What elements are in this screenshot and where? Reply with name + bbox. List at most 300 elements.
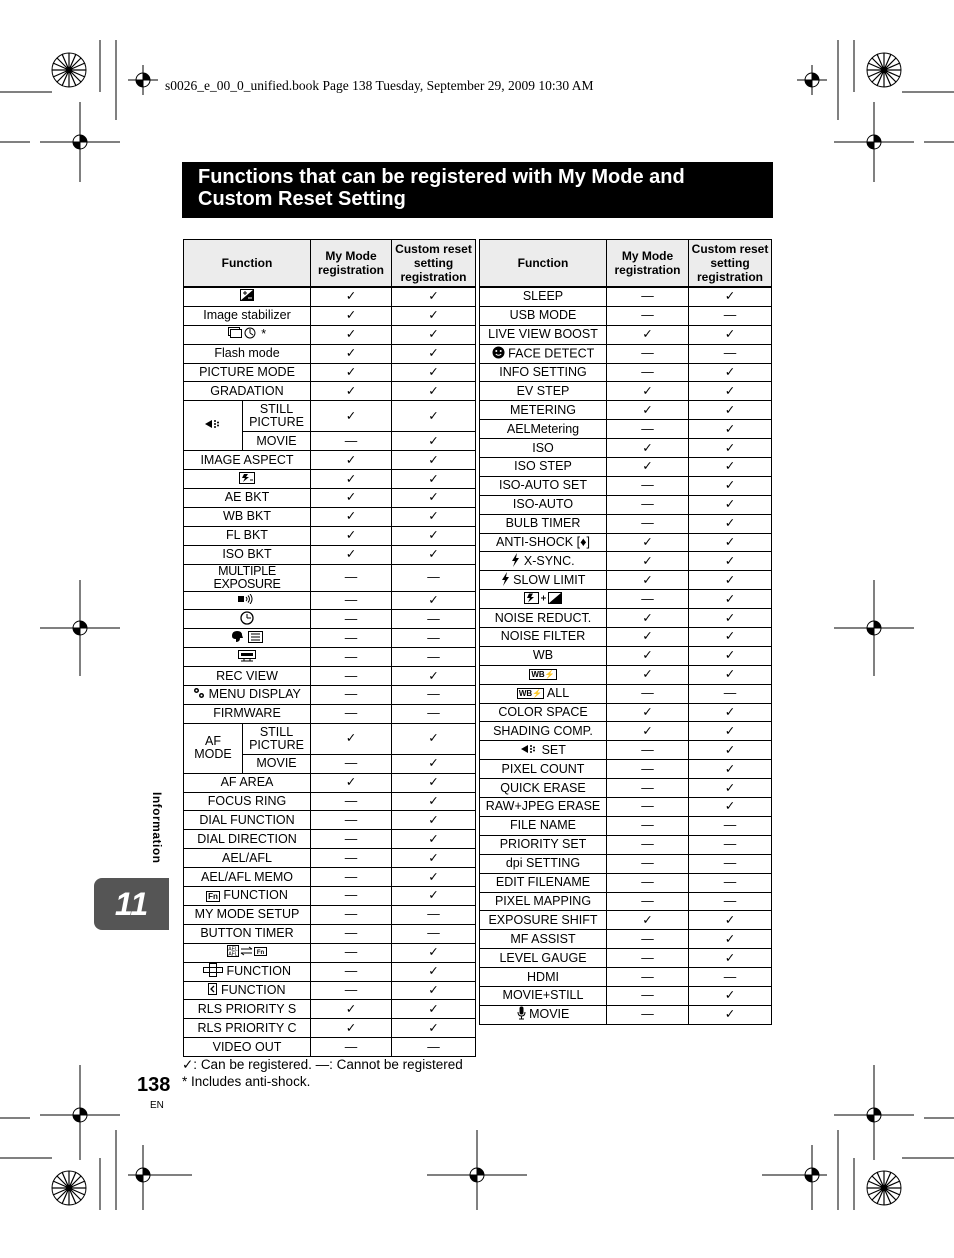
table-row bbox=[184, 962, 476, 981]
custom-reset-mark: — bbox=[689, 968, 772, 987]
function-cell bbox=[184, 610, 311, 629]
custom-reset-mark: — bbox=[392, 564, 476, 591]
custom-reset-mark: ✓ bbox=[689, 949, 772, 968]
function-cell bbox=[480, 495, 607, 514]
function-cell bbox=[184, 363, 311, 382]
function-cell bbox=[184, 1000, 311, 1019]
function-label: INFO SETTING bbox=[499, 365, 587, 379]
function-cell bbox=[184, 306, 311, 325]
table-row bbox=[480, 703, 772, 722]
my-mode-mark: — bbox=[607, 363, 689, 382]
my-mode-mark: ✓ bbox=[607, 552, 689, 571]
table-row bbox=[184, 830, 476, 849]
table-row bbox=[480, 420, 772, 439]
table-row bbox=[480, 590, 772, 609]
custom-reset-mark: ✓ bbox=[392, 325, 476, 344]
table-row bbox=[184, 773, 476, 792]
table-row bbox=[480, 401, 772, 420]
table-row bbox=[184, 325, 476, 344]
table-row bbox=[184, 792, 476, 811]
my-mode-mark: ✓ bbox=[607, 703, 689, 722]
function-label: DIAL DIRECTION bbox=[197, 831, 297, 846]
function-label: FACE DETECT bbox=[504, 345, 595, 360]
function-cell bbox=[184, 591, 311, 610]
table-row bbox=[480, 533, 772, 552]
side-section-label bbox=[150, 792, 174, 872]
my-mode-mark: ✓ bbox=[311, 526, 392, 545]
table-row bbox=[184, 1000, 476, 1019]
legend-marks: ✓: Can be registered. —: Cannot be registered bbox=[182, 1057, 463, 1072]
sub-function-label: STILL PICTURE bbox=[243, 401, 311, 432]
custom-reset-mark: ✓ bbox=[392, 868, 476, 887]
function-label: BULB TIMER bbox=[505, 516, 581, 531]
clock-icon bbox=[239, 611, 255, 628]
table-row bbox=[480, 628, 772, 647]
my-mode-mark: ✓ bbox=[607, 382, 689, 401]
custom-reset-mark: — bbox=[689, 835, 772, 854]
function-label: WB bbox=[532, 648, 554, 663]
col-header-custom-reset: Custom reset setting registration bbox=[392, 240, 476, 288]
my-mode-mark: — bbox=[607, 306, 689, 325]
wb-flash-icon: WB⚡ bbox=[531, 670, 555, 680]
custom-reset-mark: — bbox=[689, 892, 772, 911]
function-cell bbox=[480, 779, 607, 798]
custom-reset-mark: — bbox=[392, 1038, 476, 1057]
table-row bbox=[184, 629, 476, 648]
function-cell bbox=[184, 451, 311, 470]
function-label: QUICK ERASE bbox=[500, 780, 586, 795]
custom-reset-mark: ✓ bbox=[392, 401, 476, 432]
function-cell bbox=[480, 741, 607, 760]
table-row bbox=[480, 892, 772, 911]
my-mode-mark: ✓ bbox=[607, 628, 689, 647]
custom-reset-mark: ✓ bbox=[689, 590, 772, 609]
custom-reset-mark: ✓ bbox=[392, 432, 476, 451]
my-mode-mark: — bbox=[607, 798, 689, 817]
table-row bbox=[184, 564, 476, 591]
function-label: IMAGE ASPECT bbox=[200, 452, 294, 467]
custom-reset-mark: ✓ bbox=[689, 495, 772, 514]
my-mode-mark: ✓ bbox=[607, 325, 689, 344]
custom-reset-mark: — bbox=[689, 684, 772, 703]
my-mode-mark: — bbox=[607, 760, 689, 779]
function-cell bbox=[480, 439, 607, 458]
function-label: FUNCTION bbox=[222, 963, 292, 978]
table-row bbox=[184, 545, 476, 564]
table-row bbox=[184, 451, 476, 470]
my-mode-mark: — bbox=[311, 629, 392, 648]
function-label: FOCUS RING bbox=[207, 794, 287, 809]
svg-text:Fn: Fn bbox=[256, 950, 265, 957]
my-mode-mark: — bbox=[311, 981, 392, 1000]
function-cell bbox=[480, 760, 607, 779]
my-mode-mark: — bbox=[311, 905, 392, 924]
function-label: REC VIEW bbox=[216, 668, 278, 683]
table-row bbox=[184, 526, 476, 545]
table-row bbox=[480, 684, 772, 703]
my-mode-mark: ✓ bbox=[311, 451, 392, 470]
table-row bbox=[480, 646, 772, 665]
function-label: X-SYNC. bbox=[520, 553, 575, 568]
function-cell bbox=[480, 703, 607, 722]
custom-reset-mark: ✓ bbox=[392, 943, 476, 962]
my-mode-mark: ✓ bbox=[311, 489, 392, 508]
custom-reset-mark: ✓ bbox=[689, 401, 772, 420]
custom-reset-mark: — bbox=[392, 905, 476, 924]
custom-reset-mark: ✓ bbox=[689, 514, 772, 533]
table-row bbox=[184, 1038, 476, 1057]
my-mode-mark: — bbox=[607, 684, 689, 703]
function-label: ISO-AUTO bbox=[512, 497, 574, 512]
my-mode-mark: ✓ bbox=[311, 507, 392, 526]
function-cell bbox=[480, 986, 607, 1005]
custom-reset-mark: ✓ bbox=[689, 552, 772, 571]
custom-reset-mark: ✓ bbox=[689, 628, 772, 647]
table-row bbox=[184, 723, 476, 754]
function-label: AF AREA bbox=[220, 775, 274, 790]
table-row bbox=[184, 382, 476, 401]
custom-reset-mark: — bbox=[392, 629, 476, 648]
function-cell bbox=[480, 1005, 607, 1024]
ael-fn-swap-icon bbox=[227, 945, 267, 960]
function-label: MY MODE SETUP bbox=[194, 907, 300, 922]
sub-function-label: MOVIE bbox=[243, 432, 311, 451]
custom-reset-mark: — bbox=[689, 344, 772, 363]
my-mode-mark: ✓ bbox=[607, 665, 689, 684]
my-mode-mark: — bbox=[607, 949, 689, 968]
function-cell bbox=[184, 905, 311, 924]
side-section-text: Information bbox=[150, 792, 164, 864]
function-cell bbox=[184, 924, 311, 943]
my-mode-mark: — bbox=[607, 287, 689, 306]
function-cell bbox=[480, 609, 607, 628]
custom-reset-mark: — bbox=[689, 306, 772, 325]
function-label: EV STEP bbox=[516, 383, 570, 398]
col-header-my-mode: My Mode registration bbox=[607, 240, 689, 288]
function-cell bbox=[480, 835, 607, 854]
function-label: AEL/AFL MEMO bbox=[201, 869, 293, 884]
my-mode-mark: — bbox=[607, 514, 689, 533]
my-mode-mark: — bbox=[311, 962, 392, 981]
legend-footnote: * Includes anti-shock. bbox=[182, 1074, 311, 1089]
function-cell bbox=[184, 507, 311, 526]
function-cell bbox=[480, 325, 607, 344]
function-label: RAW+JPEG ERASE bbox=[485, 799, 601, 814]
table-row bbox=[480, 835, 772, 854]
function-cell bbox=[184, 470, 311, 489]
function-cell bbox=[480, 930, 607, 949]
function-cell bbox=[480, 798, 607, 817]
table-row bbox=[480, 344, 772, 363]
custom-reset-mark: ✓ bbox=[392, 489, 476, 508]
function-cell bbox=[480, 968, 607, 987]
group-cell-image-quality bbox=[184, 401, 243, 451]
table-row bbox=[480, 514, 772, 533]
svg-text:AEL: AEL bbox=[228, 946, 238, 953]
table-row bbox=[184, 363, 476, 382]
function-label: LEVEL GAUGE bbox=[499, 950, 587, 965]
function-cell bbox=[480, 646, 607, 665]
my-mode-mark: — bbox=[311, 830, 392, 849]
function-label: FILE NAME bbox=[510, 818, 576, 833]
fn-button-icon: Fn bbox=[208, 891, 218, 901]
function-label: ALL bbox=[544, 686, 570, 701]
section-title-bar bbox=[182, 162, 773, 218]
my-mode-mark: — bbox=[311, 591, 392, 610]
function-label: SHADING COMP. bbox=[493, 723, 593, 738]
custom-reset-mark: ✓ bbox=[392, 382, 476, 401]
function-label: MOVIE bbox=[525, 1007, 570, 1022]
beep-icon bbox=[238, 594, 256, 607]
my-mode-mark: — bbox=[311, 686, 392, 705]
custom-reset-mark: ✓ bbox=[689, 458, 772, 477]
function-cell bbox=[480, 854, 607, 873]
my-mode-mark: ✓ bbox=[607, 533, 689, 552]
function-label: SLOW LIMIT bbox=[509, 572, 586, 587]
col-header-my-mode: My Mode registration bbox=[311, 240, 392, 288]
function-cell bbox=[184, 526, 311, 545]
table-row bbox=[480, 571, 772, 590]
language-icon bbox=[231, 630, 263, 647]
function-label: GRADATION bbox=[210, 383, 284, 398]
my-mode-mark: — bbox=[607, 816, 689, 835]
table-row bbox=[184, 667, 476, 686]
monitor-brightness-icon bbox=[237, 649, 257, 666]
my-mode-mark: — bbox=[311, 432, 392, 451]
my-mode-mark: — bbox=[311, 924, 392, 943]
table-row bbox=[480, 816, 772, 835]
custom-reset-mark: ✓ bbox=[689, 287, 772, 306]
custom-reset-mark: ✓ bbox=[689, 760, 772, 779]
custom-reset-mark: ✓ bbox=[392, 754, 476, 773]
table-row bbox=[480, 986, 772, 1005]
function-label: ISO-AUTO SET bbox=[499, 478, 587, 493]
function-cell bbox=[184, 648, 311, 667]
table-row bbox=[184, 470, 476, 489]
group-label: AF MODE bbox=[194, 734, 232, 762]
my-mode-mark: ✓ bbox=[311, 325, 392, 344]
my-mode-mark: — bbox=[607, 741, 689, 760]
flash-compensation-icon bbox=[239, 472, 255, 487]
function-label: FUNCTION bbox=[219, 888, 288, 903]
function-label: AELMetering bbox=[506, 421, 580, 436]
function-label: EDIT FILENAME bbox=[495, 875, 591, 890]
function-cell bbox=[480, 949, 607, 968]
my-mode-mark: — bbox=[311, 1038, 392, 1057]
function-cell bbox=[184, 981, 311, 1000]
function-label: dpi SETTING bbox=[505, 856, 581, 871]
my-mode-mark: ✓ bbox=[607, 911, 689, 930]
custom-reset-mark: ✓ bbox=[689, 382, 772, 401]
custom-reset-mark: ✓ bbox=[689, 1005, 772, 1024]
function-label: FL BKT bbox=[226, 528, 268, 543]
function-cell bbox=[480, 514, 607, 533]
custom-reset-mark: ✓ bbox=[392, 723, 476, 754]
table-row bbox=[184, 849, 476, 868]
custom-reset-mark: ✓ bbox=[392, 287, 476, 306]
table-row bbox=[480, 930, 772, 949]
custom-reset-mark: ✓ bbox=[392, 830, 476, 849]
left-function-table bbox=[183, 239, 476, 1057]
function-cell bbox=[480, 401, 607, 420]
custom-reset-mark: ✓ bbox=[392, 667, 476, 686]
custom-reset-mark: ✓ bbox=[689, 722, 772, 741]
table-row bbox=[184, 686, 476, 705]
function-cell bbox=[184, 811, 311, 830]
custom-reset-mark: ✓ bbox=[689, 703, 772, 722]
right-function-table bbox=[479, 239, 772, 1025]
my-mode-mark: ✓ bbox=[311, 545, 392, 564]
my-mode-mark: — bbox=[311, 648, 392, 667]
custom-reset-mark: ✓ bbox=[689, 609, 772, 628]
table-row bbox=[184, 489, 476, 508]
table-row bbox=[184, 648, 476, 667]
my-mode-mark: — bbox=[311, 610, 392, 629]
custom-reset-mark: ✓ bbox=[689, 325, 772, 344]
my-mode-mark: — bbox=[607, 420, 689, 439]
function-label: HDMI bbox=[527, 969, 559, 984]
function-cell bbox=[480, 571, 607, 590]
my-mode-mark: — bbox=[311, 887, 392, 906]
function-label: NOISE FILTER bbox=[500, 629, 586, 644]
my-mode-mark: — bbox=[607, 892, 689, 911]
function-label: RLS PRIORITY S bbox=[197, 1001, 297, 1016]
my-mode-mark: ✓ bbox=[311, 1019, 392, 1038]
function-cell bbox=[480, 816, 607, 835]
custom-reset-mark: ✓ bbox=[392, 306, 476, 325]
table-row bbox=[184, 868, 476, 887]
arrow-pad-icon bbox=[203, 963, 223, 980]
function-label: SLEEP bbox=[522, 289, 564, 304]
my-mode-mark: ✓ bbox=[607, 646, 689, 665]
my-mode-mark: ✓ bbox=[311, 382, 392, 401]
table-row bbox=[480, 476, 772, 495]
custom-reset-mark: ✓ bbox=[392, 451, 476, 470]
function-label: MULTIPLE EXPOSURE bbox=[213, 564, 281, 591]
table-row bbox=[480, 949, 772, 968]
function-label: PRIORITY SET bbox=[499, 837, 587, 852]
my-mode-mark: — bbox=[311, 754, 392, 773]
group-cell-af-mode bbox=[184, 723, 243, 773]
function-label: COLOR SPACE bbox=[498, 705, 588, 720]
custom-reset-mark: — bbox=[392, 686, 476, 705]
table-row bbox=[480, 552, 772, 571]
my-mode-mark: ✓ bbox=[607, 571, 689, 590]
table-row bbox=[480, 873, 772, 892]
my-mode-mark: ✓ bbox=[607, 458, 689, 477]
col-header-custom-reset: Custom reset setting registration bbox=[689, 240, 772, 288]
table-row bbox=[184, 1019, 476, 1038]
custom-reset-mark: ✓ bbox=[689, 439, 772, 458]
my-mode-mark: ✓ bbox=[311, 773, 392, 792]
function-label: DIAL FUNCTION bbox=[199, 812, 295, 827]
table-row bbox=[184, 981, 476, 1000]
function-label: METERING bbox=[510, 402, 576, 417]
svg-text:AFL: AFL bbox=[228, 951, 238, 958]
function-label: FIRMWARE bbox=[213, 706, 281, 721]
function-cell bbox=[480, 684, 607, 703]
function-label: MF ASSIST bbox=[510, 931, 576, 946]
my-mode-mark: ✓ bbox=[311, 287, 392, 306]
function-label: MENU DISPLAY bbox=[205, 687, 301, 702]
my-mode-mark: — bbox=[311, 868, 392, 887]
function-cell bbox=[480, 382, 607, 401]
my-mode-mark: — bbox=[607, 835, 689, 854]
custom-reset-mark: ✓ bbox=[392, 962, 476, 981]
custom-reset-mark: ✓ bbox=[689, 986, 772, 1005]
function-cell bbox=[184, 849, 311, 868]
my-mode-mark: — bbox=[311, 667, 392, 686]
table-row bbox=[184, 344, 476, 363]
custom-reset-mark: ✓ bbox=[689, 665, 772, 684]
table-row bbox=[480, 798, 772, 817]
my-mode-mark: ✓ bbox=[607, 722, 689, 741]
function-cell bbox=[480, 306, 607, 325]
function-cell bbox=[184, 545, 311, 564]
table-row bbox=[480, 439, 772, 458]
function-label: EXPOSURE SHIFT bbox=[488, 912, 598, 927]
custom-reset-mark: ✓ bbox=[392, 526, 476, 545]
custom-reset-mark: ✓ bbox=[392, 981, 476, 1000]
custom-reset-mark: — bbox=[392, 610, 476, 629]
function-label: Flash mode bbox=[214, 346, 280, 361]
table-row bbox=[480, 779, 772, 798]
section-title: Functions that can be registered with My Mode and Custom Reset Setting bbox=[198, 166, 685, 210]
custom-reset-mark: ✓ bbox=[689, 741, 772, 760]
table-row bbox=[184, 591, 476, 610]
custom-reset-mark: ✓ bbox=[392, 792, 476, 811]
table-row bbox=[480, 760, 772, 779]
custom-reset-mark: ✓ bbox=[392, 507, 476, 526]
custom-reset-mark: — bbox=[689, 816, 772, 835]
my-mode-mark: — bbox=[311, 704, 392, 723]
table-row bbox=[480, 722, 772, 741]
function-label: PIXEL COUNT bbox=[501, 761, 585, 776]
function-label: MOVIE+STILL bbox=[502, 988, 584, 1003]
page-number: 138 bbox=[137, 1074, 171, 1096]
table-row bbox=[480, 1005, 772, 1024]
custom-reset-mark: ✓ bbox=[392, 545, 476, 564]
function-cell bbox=[184, 868, 311, 887]
table-row bbox=[184, 943, 476, 962]
custom-reset-mark: ✓ bbox=[392, 344, 476, 363]
function-label: ISO BKT bbox=[222, 547, 272, 562]
table-row bbox=[480, 741, 772, 760]
custom-reset-mark: — bbox=[689, 854, 772, 873]
custom-reset-mark: ✓ bbox=[689, 476, 772, 495]
custom-reset-mark: ✓ bbox=[392, 773, 476, 792]
function-cell bbox=[184, 382, 311, 401]
custom-reset-mark: — bbox=[392, 924, 476, 943]
function-label: NOISE REDUCT. bbox=[494, 610, 592, 625]
my-mode-mark: — bbox=[311, 943, 392, 962]
function-cell bbox=[480, 344, 607, 363]
wb-flash-icon: WB⚡ bbox=[518, 689, 543, 699]
function-label: PIXEL MAPPING bbox=[494, 893, 592, 908]
function-cell bbox=[480, 590, 607, 609]
custom-reset-mark: ✓ bbox=[392, 887, 476, 906]
function-cell bbox=[480, 892, 607, 911]
function-cell bbox=[184, 1019, 311, 1038]
function-label: LIVE VIEW BOOST bbox=[488, 327, 598, 342]
function-cell bbox=[184, 489, 311, 508]
function-label: AE BKT bbox=[224, 490, 270, 505]
table-row bbox=[184, 924, 476, 943]
function-label: Image stabilizer bbox=[203, 308, 291, 323]
table-row bbox=[480, 911, 772, 930]
my-mode-mark: — bbox=[607, 854, 689, 873]
table-row bbox=[480, 495, 772, 514]
